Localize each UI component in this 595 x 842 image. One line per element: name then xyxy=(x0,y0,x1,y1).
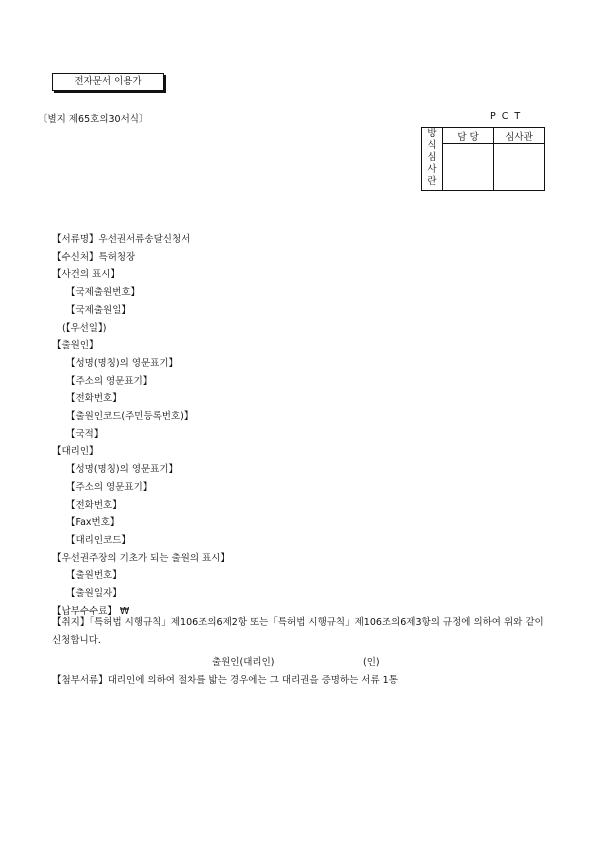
form-field-line: 【서류명】우선권서류송달신청서 xyxy=(52,234,191,245)
form-field-line: 【Fax번호】 xyxy=(66,517,120,529)
review-box xyxy=(421,127,545,191)
review-box-examiner-cell xyxy=(494,144,545,191)
form-field-line: 【전화번호】 xyxy=(66,393,122,405)
review-box-vertical-label: 방 식 심 사 란 xyxy=(422,128,443,191)
form-field-line: 【출원인】 xyxy=(52,340,99,352)
form-field-line: (【우선일】) xyxy=(62,322,107,334)
form-field-line: 【대리인코드】 xyxy=(66,534,131,546)
form-field-line: 【국제출원번호】 xyxy=(66,287,141,299)
review-box-examiner-header: 심사관 xyxy=(494,128,545,144)
purpose-statement: 【취지】「특허법 시행규칙」제106조의6제2항 또는「특허법 시행규칙」제106조의6제3항의 규정에 의하여 위와 같이 신청합니다. xyxy=(52,617,544,646)
form-reference: 〔별지 제65호의30서식〕 xyxy=(38,114,149,125)
form-field-line: 【납부수수료】 ₩ xyxy=(52,605,130,617)
form-field-line: 【주소의 영문표기】 xyxy=(66,375,153,387)
form-field-line: 【전화번호】 xyxy=(66,499,122,511)
form-field-line: 【수신처】특허청장 xyxy=(52,251,136,263)
form-field-line: 【출원인코드(주민등록번호)】 xyxy=(66,411,194,422)
attachment-line: 【첨부서류】대리인에 의하여 절차를 밟는 경우에는 그 대리권을 증명하는 서류 1통 xyxy=(52,675,398,686)
pct-label: PCT xyxy=(490,111,527,122)
form-field-line: 【성명(명칭)의 영문표기】 xyxy=(66,464,179,476)
form-field-line: 【성명(명칭)의 영문표기】 xyxy=(66,357,179,369)
form-field-line: 【출원일자】 xyxy=(66,588,122,599)
form-field-line: 【국적】 xyxy=(66,428,104,440)
signature-label: 출원인(대리인) xyxy=(212,657,275,668)
form-field-line: 【출원번호】 xyxy=(66,570,122,582)
form-field-line: 【사건의 표시】 xyxy=(52,269,120,281)
signature-seal: (인) xyxy=(363,657,380,668)
review-box-officer-header: 담 당 xyxy=(443,128,494,144)
form-field-line: 【대리인】 xyxy=(52,446,99,458)
form-field-line: 【국제출원일】 xyxy=(66,304,131,316)
electronic-document-tag: 전자문서 이용가 xyxy=(52,73,164,91)
review-box-officer-cell xyxy=(443,144,494,191)
form-field-line: 【우선권주장의 기초가 되는 출원의 표시】 xyxy=(52,552,230,564)
form-field-line: 【주소의 영문표기】 xyxy=(66,481,153,493)
